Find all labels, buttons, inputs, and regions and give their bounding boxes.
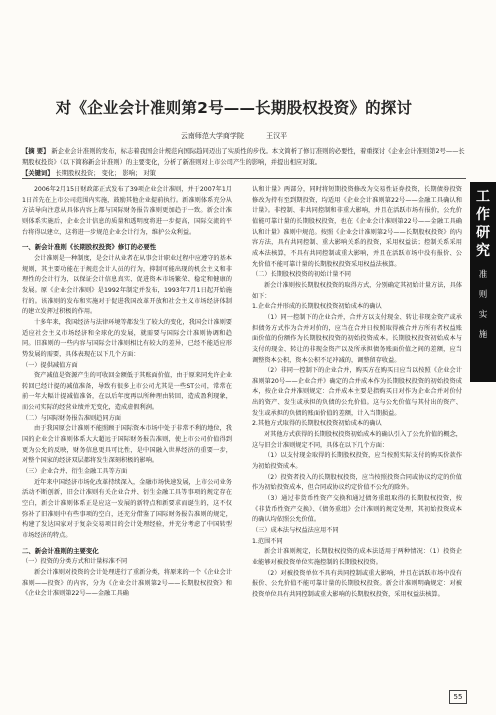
sidebar-char: 工	[476, 189, 490, 205]
subsection-heading: （一）提供减值方面	[22, 361, 78, 369]
paragraph: 新会计准则规定，长期股权投资的成本法适用于两种情况：（1）投资企业能够对被投资单位实施控制的长期股权投资。	[252, 548, 462, 566]
section-sidebar	[470, 182, 496, 382]
header-divider	[22, 178, 466, 179]
subsection-heading: 1.范围不同	[252, 537, 283, 545]
subsection-heading: （二）与国际财务报告准则趋同方面	[22, 414, 121, 422]
author-name: 王汉平	[266, 132, 288, 140]
article-title: 对《企业会计准则第2号——长期股权投资》的探讨	[55, 99, 413, 117]
paragraph: 近年来中国经济市场化改革持续深入，金融市场快速发展，上市公司业务活动不断创新，旧会计准则有关企业合并、衍生金融工具等事项的规定存在空白，新会计准则体系正是应这一发展的新特点和新要求而诞生的，这不仅弥补了旧准则中有些事项的空白，还充分借鉴了国际财务报告准则的规定，构建了发达国家对于复杂交易项目的会计处理经验，并充分考虑了中国转型市场经济的特点。	[22, 478, 232, 539]
abstract-label: 【摘 要】	[22, 148, 50, 155]
sidebar-sub-char: 准	[478, 270, 488, 280]
body-column-right	[252, 185, 462, 601]
paragraph: 认和计量》两部分，同时将短期投资修改为交易性证券投资，长期债券投资修改为持有至到期投资，均适用《企业会计准则第22号——金融工具确认和计量》。非控制、非共同控制和非重大影响，并且在活跃市场有报价，公允价值能可靠计量的长期股权投资，也在《企业会计准则第22号——金融工具确认和计量》准则中规范。按照《企业会计准则第2号——长期股权投资》的内容方法，具有共同控制、重大影响关系的投资，采用权益法；控制关系采用成本法核算，不具有共同控制或重大影响，并且在活跃市场中没有报价、公允价值不能可靠计量的长期股权投资采用权益法核算。	[252, 186, 462, 268]
paragraph: 新会计准则按长期股权投资的取得方式，分别确定其初始计量方法，具体如下：	[252, 281, 462, 300]
sidebar-sub-char: 实	[478, 310, 488, 320]
subsection-heading: （三）企业合并、衍生金融工具等方面	[22, 468, 128, 476]
abstract	[22, 147, 466, 168]
paragraph: （2）投资者投入的长期股权投资，应当按照投资合同或协议约定的价值作为初始投资成本，但合同或协议约定价值不公允的除外。	[252, 473, 462, 492]
page-number: 55	[449, 690, 467, 704]
keywords	[22, 168, 466, 177]
subsection-heading: （一）投资的分类方式和计量标准不同	[22, 558, 128, 566]
keywords-label: 【关键词】	[22, 170, 54, 177]
sidebar-char: 究	[476, 243, 490, 259]
subsection-heading: 1.企业合并形成的长期股权投资初始成本的确认	[252, 303, 382, 311]
paragraph: 对其他方式获得的长期股权投资初始成本的确认引入了公允价值的概念，这与旧会计准则规定不同，具体在以下几个方面：	[252, 431, 462, 449]
sidebar-sub-char: 施	[478, 330, 488, 340]
paragraph: 会计准则是一种制度，是会计从业者在从事会计职业过程中应遵守的基本规则，其主要功能在于规范会计人员的行为，抑制可能出现的机会主义和非理性的会计行为，以保证会计信息真实、促进资本市场繁荣、稳定和健康的发展。原《企业会计准则》是1992年制定并发布，1993年7月1日起开始施行的。该准则的发布和实施对于促进我国改革开放和社会主义市场经济体制的建立发挥过积极的作用。	[22, 254, 232, 316]
sidebar-char: 研	[476, 225, 490, 241]
abstract-text: 新企业会计准则的发布，标志着我国会计规范向国际趋同迈出了实质性的步伐。本文简析了修订准则的必要性，着重探讨《企业会计准则第2号——长期股权投资》（以下简称新会计准则）的主要变化，分析了新准则对上市公司产生的影响，并提出相应对策。	[22, 148, 465, 166]
body-column-left	[22, 185, 232, 600]
author-affiliation: 云南师范大学商学院	[180, 132, 244, 140]
section-heading: 二、新会计准则的主要变化	[22, 546, 99, 555]
paragraph: 十多年来，我国经济与法律环境等都发生了较大的变化，我国会计准则要适应社会主义市场经济和全球化的发展，就需要与国际会计准则协调和趋同。旧准则的一些内容与国际会计准则相比有较大的差异，已经不能适应形势发展的需要，具体表现在以下几个方面：	[22, 318, 232, 358]
keywords-text: 长期股权投资； 变化； 影响； 对策	[55, 170, 156, 177]
subsection-heading: （二）长期股权投资的初始计量不同	[252, 271, 351, 279]
paragraph: （2）对被投资单位不具有共同控制或重大影响，并且在活跃市场中没有报价、公允价值不能可靠计量的长期股权投资。新会计准则明确规定：对被投资单位具有共同控制或重大影响的长期股权投资，采用权益法核算。	[252, 569, 462, 598]
sidebar-char: 作	[476, 207, 490, 223]
paragraph: （2）非同一控制下的企业合并，购买方在购买日应当以按照《企业会计准则第20号——企业合并》确定的合并成本作为长期股权投资的初始投资成本，按企业合并准则规定：合并成本主要是指购买日对作为企业合并对价付出的资产、发生或承担的负债的公允价值。这与公允价值与其付出的资产、发生或承担的负债的账面价值的差额，计入当期损益。	[252, 367, 462, 417]
author-line	[0, 131, 468, 141]
paragraph: （3）通过非货币性资产交换和通过债务重组取得的长期股权投资，按《非货币性资产交换》、《债务重组》会计准则的规定处理，其初始投资成本的确认均依照公允价值。	[252, 495, 462, 524]
subsection-heading: 2.其他方式取得的长期股权投资初始成本的确认	[252, 420, 382, 428]
sidebar-sub-char: 则	[478, 290, 488, 300]
paragraph: 由于我国原会计准则不能照顾于国际资本市场中处于非常不利的地位，我国的企业会计准则体系大大超远于国际财务报告准则，使上市公司价值得到更为公允的反映，财务信息更具可比性，是中国融入世界经济的重要一步，对整个国家的经济双层都将发生深刻积极的影响。	[22, 425, 232, 465]
subsection-heading: （三）成本法与权益法应用不同	[252, 527, 339, 534]
paragraph: （1）以支付现金取得的长期股权投资，应当按照实际支付的购买价款作为初始投资成本。	[252, 452, 462, 471]
paragraph: 资产减值是资源产生的可收回金额低于其账面价值，由于原来同允许企业转回已经计提的减值准备，导致有很多上市公司尤其是一些ST公司，常常在前一年大幅计提减值准备，在以后年度再以所种理由转回，造成盈利现象，而公司实际的经营业绩并无变化，造成虚假利润。	[22, 372, 232, 412]
paragraph: 2006年2月15日财政部正式发布了39项企业会计准则，并于2007年1月1日首先在上市公司范围内实施，鼓励其他企业提前执行。新准则体系充分从方法导向注意从具体内容上都与国际财务报告准则更加趋于一致。新会计准则体系实施后，企业会计信息的质量和透明度将进一步提高，国际交流的平台将得以建立，这将进一步规范企业会计行为，维护公众利益。	[22, 186, 232, 236]
section-heading: 一、新会计准则《长期股权投资》修订的必要性	[22, 243, 157, 252]
paragraph: （1）同一控制下的企业合并，合并方以支付现金、转让非现金资产或承担债务方式作为合并对价的，应当在合并日按照取得被合并方所有者权益账面价值的份额作为长期股权投资的初始投资成本。长期股权投资初始成本与支付的现金、转让的非现金资产以及所承担债务账面价值之间的差额，应当调整资本公积，资本公积不足冲减的，调整留存收益。	[252, 313, 462, 364]
paragraph: 新会计准则对投资的会计处理进行了重新分类，将原来的一个《企业会计准则——投资》的内容，分为《企业会计准则第2号——长期股权投资》和《企业会计准则第22号——金融工具确	[22, 568, 232, 598]
